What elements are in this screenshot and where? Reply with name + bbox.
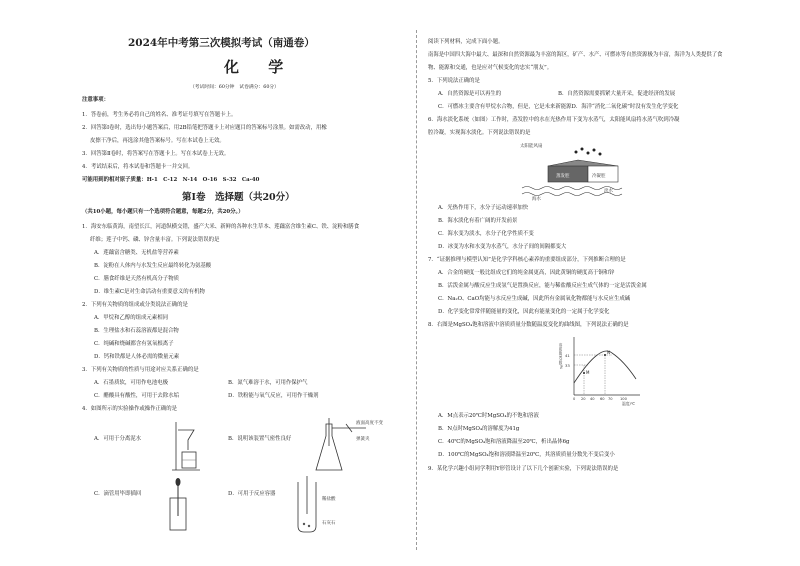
q1-option-b: B．淀粉在人体内与水发生反应最终转化为氨基酸 — [94, 263, 212, 269]
question-1-stem: 1．海安东临黄海，南望长江，河道纵横交错，盛产大米、新鲜的各种水生草本、莲藕富含维生素C、铁、淀粉和膳食 — [82, 224, 360, 230]
q4-option-a: A．可用于分离泥水 — [94, 436, 142, 442]
q7-option-d: D．化学变化常常伴随能量的变化，因此有能量变化的一定属于化学变化 — [438, 309, 610, 315]
section-heading: 第Ⅰ卷 选择题（共20分） — [182, 192, 295, 203]
chart-point-label: M — [586, 370, 590, 375]
fig-label: 弹簧夹 — [356, 437, 370, 442]
question-7-stem: 7．“证据推理与模型认知”是化学学科核心素养的重要组成部分，下列推断合理的是 — [428, 257, 626, 263]
q7-option-c: C．Na₂O、CaO均能与水反应生成碱，因此所有金属氧化物都能与水反应生成碱 — [438, 296, 631, 302]
q6-option-b: B．海水淡化有着广阔的开发前景 — [438, 218, 518, 224]
atomic-masses: 可能用到的相对原子质量：H-1 C-12 N-14 O-16 S-32 Ca-40 — [82, 177, 260, 183]
q1-option-d: D．维生素C是对生命活动有重要意义的有机物 — [94, 289, 205, 295]
q7-option-a: A．合金的硬度一般比组成它们的纯金属更高，因此黄铜的硬度高于铜和锌 — [438, 270, 615, 276]
exam-title: 2024年中考第三次模拟考试（南通卷） — [128, 37, 315, 49]
chart-ytick: 41 — [565, 353, 570, 358]
notes-heading: 注意事项： — [82, 97, 109, 103]
q4-option-c: C．滴管用毕即插回 — [94, 491, 142, 497]
filtration-figure — [168, 416, 204, 472]
fig-label: 太阳能风扇 — [520, 144, 543, 149]
section-instructions: （共10小题，每小题只有一个选项符合题意，每题2分，共20分。） — [82, 209, 244, 215]
chart-point-label: N — [607, 350, 610, 355]
q5-option-b: B．自然资源需要抓紧大量开采，促进经济的发展 — [558, 91, 676, 97]
q8-option-b: B．N点时MgSO₄的溶解度为41g — [438, 426, 520, 432]
question-2-stem: 2．下列有关物质的组成或分类说法正确的是 — [82, 302, 188, 308]
q2-option-b: B．生理盐水和石蕊溶液都是混合物 — [94, 328, 179, 334]
right-column — [424, 0, 724, 566]
note-item: 2．回答第Ⅰ卷时，选出每小题答案后，用2B铅笔把答题卡上对应题目的答案标号涂黑。如需改动，用橡 — [82, 125, 327, 131]
chart-xtick: 20 — [581, 397, 586, 401]
q8-option-d: D．100℃的MgSO₄饱和溶液降温至20℃，其溶质质量分数先不变后变小 — [438, 452, 615, 458]
note-item: 4．考试结束后，将本试卷和答题卡一并交回。 — [82, 164, 194, 170]
chart-xtick: 40 — [590, 397, 595, 401]
question-6-stem: 6．海水淡化系统（如图）工作时，蒸发腔中的水在光热作用下变为水蒸气，太阳能风扇将水蒸气吹到冷凝 — [428, 117, 680, 123]
q3-option-d: D．铁粉能与氧气反应，可用作干燥剂 — [228, 393, 319, 399]
question-3-stem: 3．下列有关物质的性质与用途对应关系正确的是 — [82, 367, 199, 373]
q5-option-a: A．自然资源是可以再生的 — [438, 91, 502, 97]
chart-xtick: 0 — [573, 397, 576, 401]
reading-intro: 阅读下列材料，完成下面小题。 — [428, 39, 504, 45]
q2-option-c: C．纯碱和烧碱都含有氢氧根离子 — [94, 341, 174, 347]
airtightness-figure — [296, 416, 386, 474]
desalination-figure — [518, 140, 628, 202]
q8-option-c: C．40℃的MgSO₄饱和溶液降温至20℃，析出晶体6g — [438, 439, 570, 445]
question-1-stem-2: 纤维；莲子中钙、磷、锌含量丰富。下列说法错误的是 — [90, 237, 220, 243]
fig-label: 蒸发腔 — [556, 174, 570, 179]
note-item: 皮擦干净后，再选涂其他答案标号。写在本试卷上无效。 — [90, 138, 225, 144]
q1-option-a: A．莲藕富含糖类、无机盐等营养素 — [94, 250, 179, 256]
q7-option-b: B．活泼金属与酸反应生成氢气是置换反应，能与稀盐酸反应生成气体的一定是活泼金属 — [438, 283, 647, 289]
fig-label: 液面高度不变 — [356, 421, 383, 426]
chart-xtick: 100 — [620, 397, 627, 401]
q2-option-a: A．甲烷和乙醇的组成元素相同 — [94, 315, 168, 321]
q1-option-c: C．膳食纤维是天然有机高分子物质 — [94, 276, 179, 282]
chart-xlabel: 温度/℃ — [622, 401, 636, 406]
q3-option-a: A．石墨质软，可用作电池电极 — [94, 380, 168, 386]
question-8-stem: 8．右图是MgSO₄饱和溶液中溶质质量分数随温度变化的曲线图，下列说法正确的是 — [428, 322, 629, 328]
reaction-figure — [292, 474, 382, 538]
solubility-chart — [560, 333, 644, 407]
fig-label: 淡水 — [604, 189, 613, 194]
left-column — [82, 0, 408, 566]
q6-option-c: C．海水变为淡水，水分子化学性质不变 — [438, 231, 534, 237]
chart-xtick: 60 — [600, 397, 605, 401]
q5-option-c: C．可燃冰主要含有甲烷水合物，但是，它是未来新能源D．海洋“消化二氧化碳”时没有发生化学变化 — [438, 104, 679, 110]
q6-option-d: D．冰变为水和水变为水蒸气，水分子间的间隔都变大 — [438, 244, 567, 250]
q8-option-a: A．M点表示20℃时MgSO₄的不饱和溶液 — [438, 413, 539, 419]
q3-option-b: B．氮气难溶于水，可用作保护气 — [228, 380, 308, 386]
fig-label: 稀盐酸 — [322, 497, 336, 502]
reading-passage: 南海是中国四大海中最大、最深和自然资源最为丰富的海区，矿产、水产、可燃冰等自然资源极为丰富，海洋为人类提供了食 — [428, 52, 723, 58]
q3-option-c: C．醋酸具有酸性，可用于去除水垢 — [94, 393, 179, 399]
subject-title: 化 学 — [224, 58, 296, 76]
fig-label: 石灰石 — [322, 521, 336, 526]
note-item: 3．回答第Ⅱ卷时，将答案写在答题卡上。写在本试卷上无效。 — [82, 151, 230, 157]
q4-option-b: B．说明该装置气密性良好 — [228, 436, 292, 442]
q4-option-d: D．可用于反应容器 — [228, 491, 276, 497]
q2-option-d: D．钙和铁都是人体必需的微量元素 — [94, 354, 180, 360]
column-divider — [416, 30, 417, 550]
exam-info: （考试时间：60分钟 试卷满分：60分） — [190, 85, 279, 90]
chart-ylabel: 溶质质量分数/% — [559, 343, 563, 370]
q6-option-a: A．光热作用下，水分子运动速率加快 — [438, 205, 529, 211]
chart-ytick: 33 — [565, 363, 570, 368]
question-5-stem: 5．下列说法正确的是 — [428, 78, 480, 84]
question-4-stem: 4．如图所示的实验操作或操作正确的是 — [82, 406, 178, 412]
dropper-figure — [164, 476, 194, 534]
fig-label: 海水 — [532, 197, 541, 202]
note-item: 1．答卷前，考生务必将自己的姓名、准考证号填写在答题卡上。 — [82, 112, 237, 118]
chart-xtick: 70 — [608, 397, 613, 401]
fig-label: 冷凝腔 — [592, 174, 606, 179]
question-6-stem-2: 腔冷凝，实现海水淡化。下列说法错误的是 — [428, 130, 531, 136]
question-9-stem: 9．某化学兴趣小组同学利用Y形管设计了以下几个创新实验，下列说法错误的是 — [428, 466, 619, 472]
reading-passage: 物、能源和交通，也是应对气候变化的忠实“朋友”。 — [428, 65, 553, 71]
